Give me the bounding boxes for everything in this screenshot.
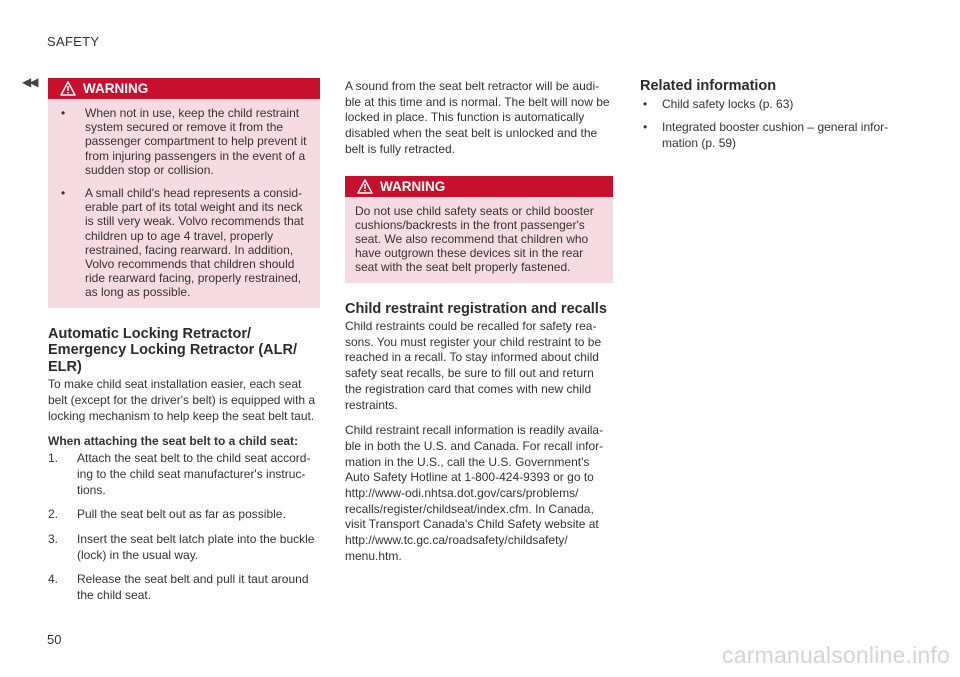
related-info-title: Related information: [640, 78, 777, 94]
warning-item: • When not in use, keep the child restraint system secured or remove it from the passenger compartment to help prevent it from injuring passengers in the event of a sudden stop or collision.: [58, 106, 310, 177]
registration-paragraph: Child restraints could be recalled for safety rea-sons. You must register your child restraint to be reached in a recall. To stay informed about child safety seat recalls, be sure to fill out and return the registration card that comes with new child restraints.: [345, 319, 602, 412]
related-links: [640, 97, 912, 152]
recall-info-paragraph: Child restraint recall information is readily availa-ble in both the U.S. and Canada. For recall infor-mation in the U.S., call the U.S. Government's Auto Safety Hotline at 1-800-424-9393 or go to http://www-odi.nhtsa.dot.gov/cars/problems/ recalls/register/childseat/index.cfm. In Canada, visit Transport Canada's Child Safety website at http://www.tc.gc.ca/roadsafety/childsafety/ menu.htm.: [345, 423, 604, 563]
column-middle: [345, 79, 613, 575]
previous-page-arrow-icon[interactable]: ◀◀: [22, 75, 37, 89]
warning-triangle-icon: [357, 179, 373, 194]
warning-title: WARNING: [380, 178, 446, 194]
warning-title: WARNING: [83, 81, 149, 96]
warning-item: • A small child's head represents a consid-erable part of its total weight and its neck is still very weak. Volvo recommends that children up to age 4 travel, properly restrained, facing rearward. In addition, Volvo recommends that children should ride rearward facing, properly restrained, as long as possible.: [58, 186, 310, 300]
step-item: 3. Insert the seat belt latch plate into the buckle (lock) in the usual way.: [48, 532, 315, 562]
watermark: carmanualsonline.info: [722, 642, 950, 668]
warning-box-2: [345, 176, 613, 283]
warning-box-1: [48, 78, 320, 308]
warning-header: [48, 78, 320, 99]
running-header: SAFETY: [47, 34, 100, 49]
section-title-registration: Child restraint registration and recalls: [345, 300, 607, 317]
column-right: [640, 78, 912, 160]
steps-list: [48, 451, 320, 604]
warning-text: Do not use child safety seats or child booster cushions/backrests in the front passenger's seat. We also recommend that children who have outgrown these devices sit in the rear seat with the seat belt properly fastened.: [355, 203, 594, 275]
page-number: 50: [47, 632, 62, 647]
related-link-booster-cushion[interactable]: • Integrated booster cushion – general infor-mation (p. 59): [640, 120, 912, 151]
intro-paragraph: To make child seat installation easier, each seat belt (except for the driver's belt) is equipped with a locking mechanism to help keep the seat belt taut.: [48, 377, 316, 423]
step-item: 1. Attach the seat belt to the child seat accord-ing to the child seat manufacturer's instruc-tions.: [48, 451, 311, 497]
column-left: [48, 78, 320, 613]
related-link-child-safety-locks[interactable]: • Child safety locks (p. 63): [640, 97, 912, 113]
retractor-sound-paragraph: A sound from the seat belt retractor will be audi-ble at this time and is normal. The belt will now be locked in place. This function is automatically disabled when the seat belt is unlocked and the belt is fully retracted.: [345, 79, 610, 156]
warning-triangle-icon: [60, 81, 76, 96]
warning-header: [345, 176, 613, 197]
steps-subheading: When attaching the seat belt to a child seat:: [48, 434, 299, 449]
step-item: 2. Pull the seat belt out as far as possible.: [48, 507, 286, 522]
section-title-alr-elr: Automatic Locking Retractor/ Emergency Locking Retractor (ALR/ ELR): [48, 325, 297, 375]
step-item: 4. Release the seat belt and pull it taut around the child seat.: [48, 572, 309, 603]
